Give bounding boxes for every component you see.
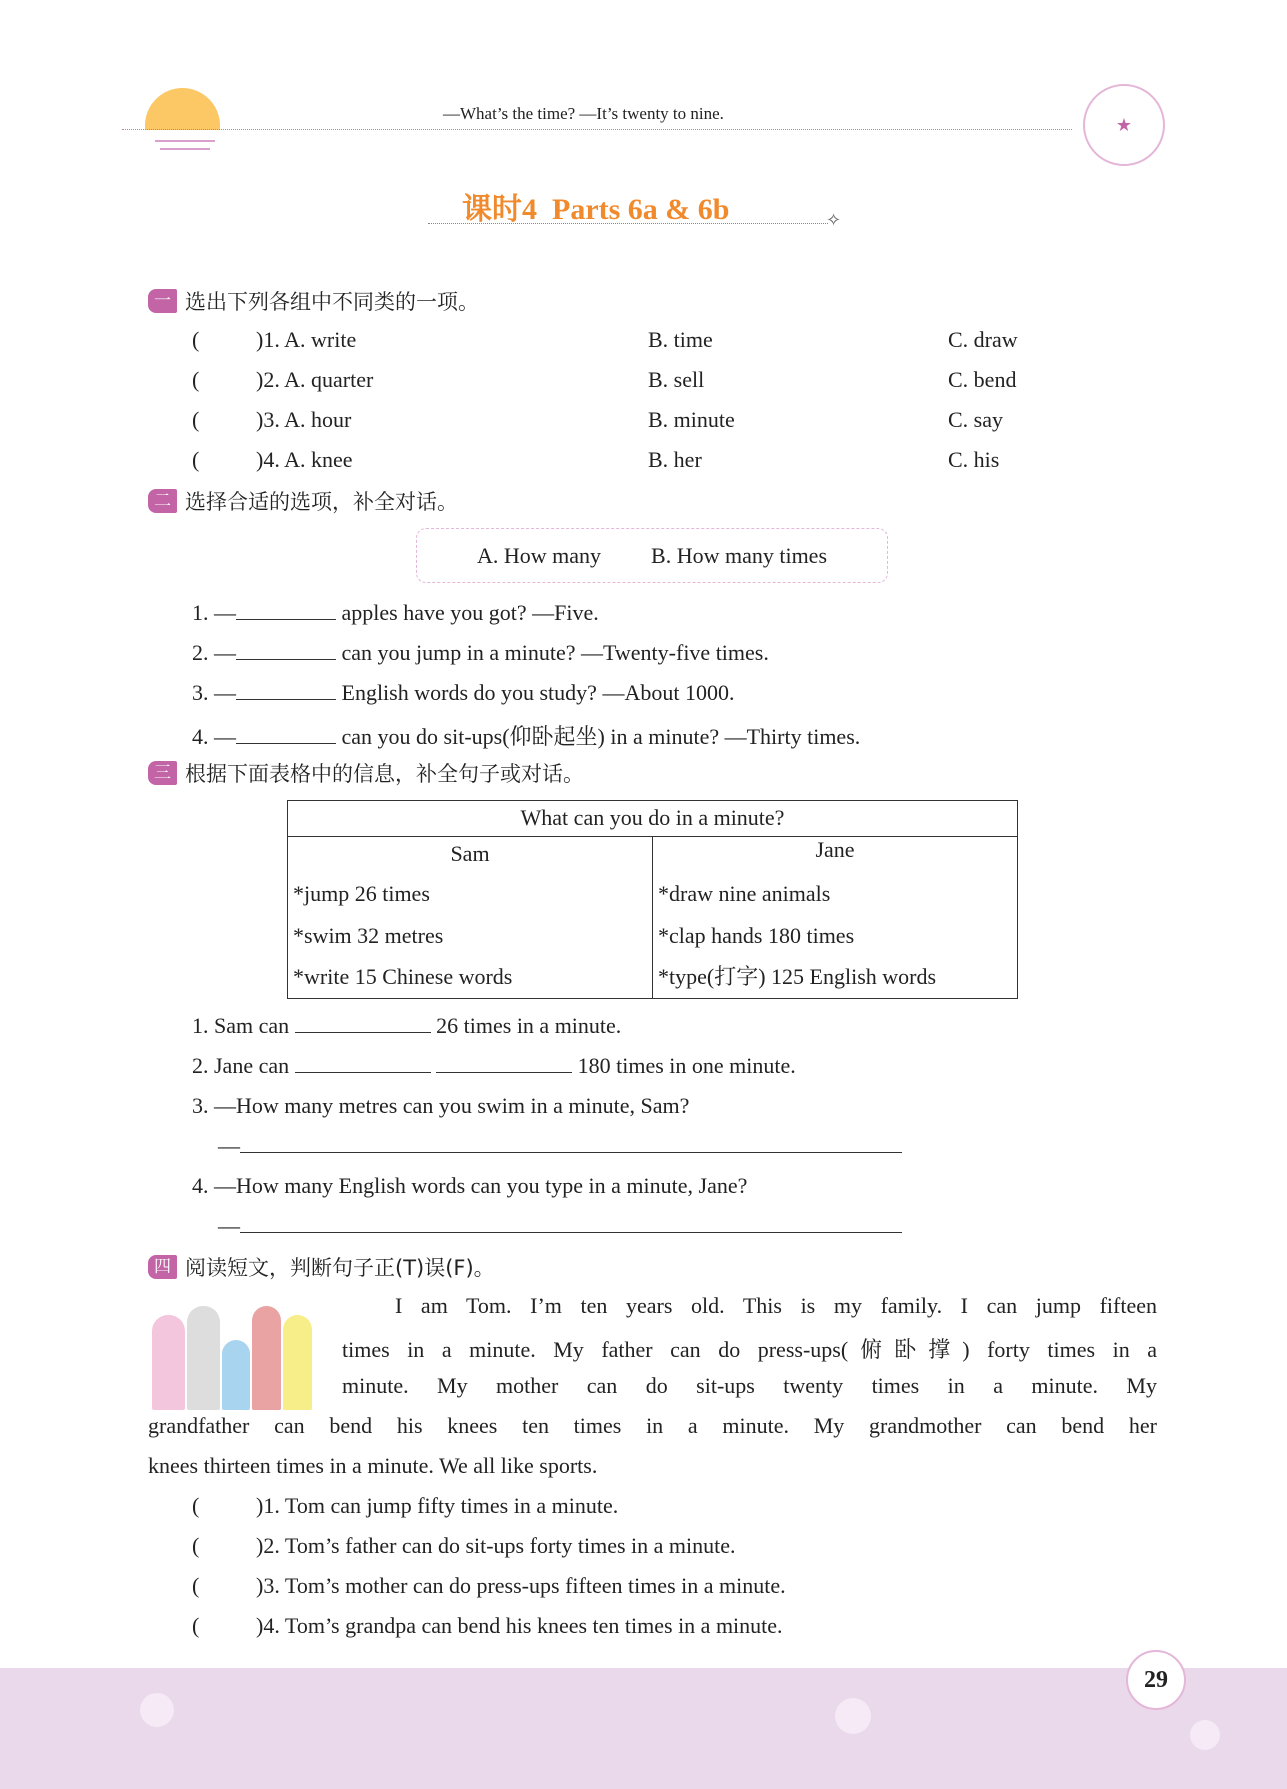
section-title: 根据下面表格中的信息，补全句子或对话。 [185,762,584,786]
section-title: 选择合适的选项，补全对话。 [185,490,458,514]
answer-paren[interactable]: ( [192,1533,200,1558]
section-2-heading [148,486,458,516]
section-title: 阅读短文，判断句子正(T)误(F)。 [185,1256,495,1280]
table-header-jane: Jane [653,837,1018,873]
table-cell: *draw nine animals [653,873,1018,915]
answer-paren[interactable]: ( [192,447,200,472]
option-c: C. his [948,447,1000,472]
lesson-title: 课时4 Parts 6a & 6b [462,193,730,226]
family-illustration [152,1302,312,1410]
page-number: 29 [1144,1666,1168,1693]
bubble-decoration [140,1693,174,1727]
option-a: )3. A. hour [256,407,352,432]
table-cell: *type(打字) 125 English words [653,957,1018,999]
answer-paren[interactable]: ( [192,1493,200,1518]
tf-item: )4. Tom’s grandpa can bend his knees ten times in a minute. [256,1613,783,1638]
sun-reflection-2 [160,148,210,150]
section-3-heading [148,758,584,788]
passage-line: times in a minute. My father can do press-ups(俯卧撑) forty times in a [342,1337,1157,1362]
option-a: )2. A. quarter [256,367,374,392]
table-caption: What can you do in a minute? [288,801,1018,837]
dialogue-item: 4. — can you do sit-ups(仰卧起坐) in a minute? —Thirty times. [192,724,861,749]
brand-logo: ★ [1083,84,1165,166]
answer-blank[interactable] [240,1135,902,1153]
question-1: 1. Sam can 26 times in a minute. [192,1013,622,1038]
options-box [416,528,888,583]
header-line [122,129,1072,130]
answer-paren[interactable]: ( [192,1613,200,1638]
section-badge: 三 [148,761,177,785]
section-badge: 二 [148,489,177,513]
footer-band [0,1668,1287,1789]
table-cell: *clap hands 180 times [653,915,1018,957]
option-b: B. sell [648,367,705,392]
answer-paren[interactable]: ( [192,367,200,392]
option-c: C. bend [948,367,1017,392]
fish-icon: ✧ [826,210,842,231]
table-header-sam: Sam [288,837,653,873]
answer-blank[interactable] [436,1055,572,1073]
tf-item: )1. Tom can jump fifty times in a minute. [256,1493,619,1518]
answer-paren[interactable]: ( [192,327,200,352]
option-b: B. How many times [651,542,828,568]
header-text: —What’s the time? —It’s twenty to nine. [443,104,724,123]
question-2: 2. Jane can 180 times in one minute. [192,1053,796,1078]
tf-item: )2. Tom’s father can do sit-ups forty times in a minute. [256,1533,736,1558]
page-number-badge [1126,1650,1186,1710]
option-b: B. time [648,327,713,352]
option-a: )1. A. write [256,327,357,352]
passage-line: grandfather can bend his knees ten times in a minute. My grandmother can bend her [148,1413,1157,1438]
answer-blank[interactable] [240,1215,902,1233]
section-badge: 四 [148,1255,177,1279]
dialogue-item: 1. — apples have you got? —Five. [192,600,599,625]
section-title: 选出下列各组中不同类的一项。 [185,290,479,314]
option-b: B. her [648,447,702,472]
question-3: 3. —How many metres can you swim in a minute, Sam? [192,1093,690,1118]
answer-paren[interactable]: ( [192,407,200,432]
answer-blank[interactable] [236,642,336,660]
option-c: C. draw [948,327,1018,352]
dialogue-item: 2. — can you jump in a minute? —Twenty-five times. [192,640,769,665]
answer-blank[interactable] [236,682,336,700]
answer-blank[interactable] [295,1055,431,1073]
answer-blank[interactable] [236,602,336,620]
answer-paren[interactable]: ( [192,1573,200,1598]
dialogue-item: 3. — English words do you study? —About 1000. [192,680,735,705]
option-c: C. say [948,407,1003,432]
section-1-heading [148,286,479,316]
info-table [287,800,1018,999]
option-a: )4. A. knee [256,447,353,472]
answer-line: — [218,1213,902,1239]
table-cell: *write 15 Chinese words [288,957,653,999]
passage-line: minute. My mother can do sit-ups twenty times in a minute. My [342,1373,1157,1398]
answer-blank[interactable] [295,1015,431,1033]
answer-line: — [218,1133,902,1159]
passage-line: I am Tom. I’m ten years old. This is my family. I can jump fifteen [395,1293,1157,1318]
question-4: 4. —How many English words can you type in a minute, Jane? [192,1173,748,1198]
section-4-heading [148,1252,495,1282]
title-underline [428,223,828,224]
answer-blank[interactable] [236,726,336,744]
option-b: B. minute [648,407,735,432]
table-cell: *swim 32 metres [288,915,653,957]
tf-item: )3. Tom’s mother can do press-ups fifteen times in a minute. [256,1573,786,1598]
option-a: A. How many [476,542,602,568]
table-cell: *jump 26 times [288,873,653,915]
passage-line: knees thirteen times in a minute. We all like sports. [148,1453,598,1478]
sun-reflection [155,140,215,142]
section-badge: 一 [148,289,177,313]
bubble-decoration [1190,1720,1220,1750]
sun-decoration [145,88,220,130]
bubble-decoration [835,1698,871,1734]
